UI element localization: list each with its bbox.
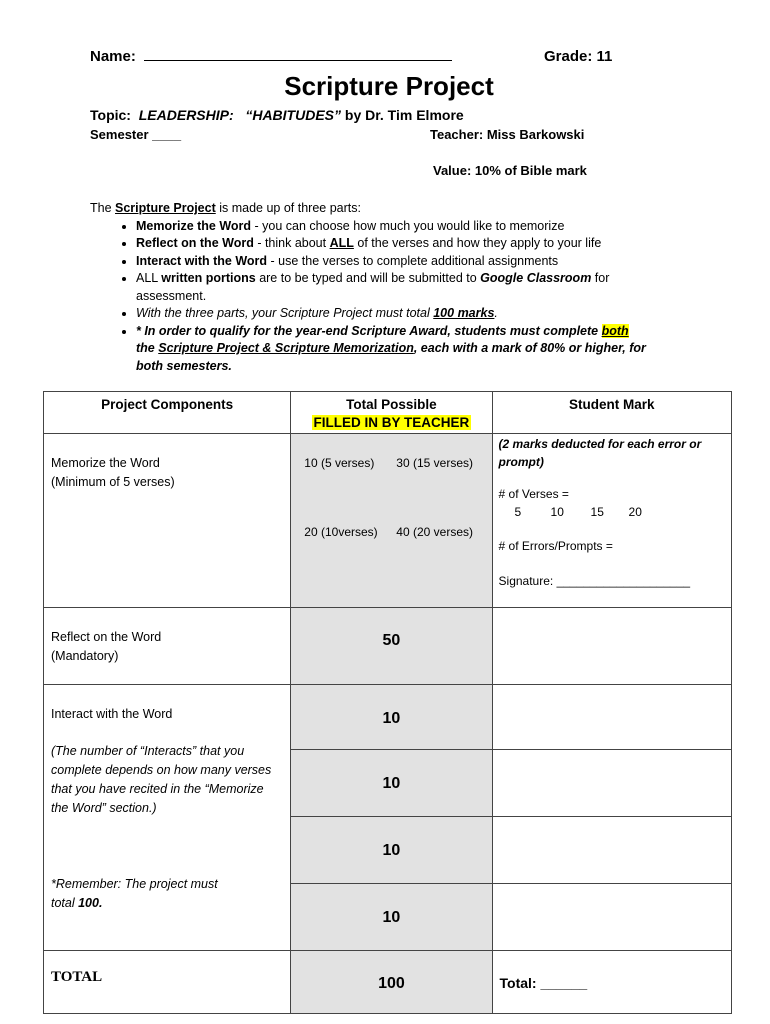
- interact-title: Interact with the Word: [51, 707, 173, 721]
- b2-bold: Reflect on the Word: [136, 236, 254, 250]
- topic-line: [90, 107, 464, 123]
- b5-marks: 100 marks: [433, 306, 495, 320]
- reflect-points: 50: [382, 632, 401, 649]
- header-total-label: Total Possible: [346, 397, 437, 412]
- intro-lead-link: Scripture Project: [115, 201, 216, 215]
- interact-points: 10: [382, 842, 401, 859]
- b6-rest: , each with a mark of 80% or higher, for both semesters.: [136, 341, 646, 373]
- b4-gc: Google Classroom: [480, 271, 592, 285]
- memorize-option: 10 (5 verses): [304, 456, 375, 470]
- list-item: [136, 218, 650, 236]
- b2-rest: of the verses and how they apply to your life: [353, 236, 602, 250]
- memorize-cell: [44, 434, 291, 608]
- interact-desc: (The number of “Interacts” that you complete depends on how many verses that you have recited in the “Memorize the Word” section.): [51, 744, 272, 815]
- total-cell: [44, 951, 291, 1014]
- list-item: [136, 253, 650, 271]
- total-points-cell: [291, 951, 492, 1014]
- memorize-option: 40 (20 verses): [396, 525, 473, 539]
- topic-author: by Dr. Tim Elmore: [344, 107, 464, 123]
- list-item: [136, 235, 650, 253]
- intro-section: [90, 200, 650, 375]
- memorize-mark-cell[interactable]: [492, 434, 731, 608]
- errors-label: # of Errors/Prompts =: [498, 539, 613, 553]
- reflect-mark-cell[interactable]: [492, 608, 731, 685]
- topic-label: Topic:: [90, 107, 131, 123]
- b2-all: ALL: [329, 236, 354, 250]
- grading-table: [43, 391, 732, 1014]
- reflect-title: Reflect on the Word: [51, 630, 162, 644]
- b2-mid: - think about: [253, 236, 330, 250]
- total-label: TOTAL: [51, 969, 103, 985]
- intro-lead-pre: The: [90, 201, 116, 215]
- header-components: [44, 392, 291, 434]
- interact-mark-cell[interactable]: [492, 884, 731, 951]
- total-student-cell[interactable]: [492, 951, 731, 1014]
- topic-value: LEADERSHIP:: [138, 107, 234, 123]
- table-row: [44, 434, 732, 608]
- name-field: [90, 48, 452, 65]
- total-student-mark: Total: ______: [499, 975, 588, 991]
- grade-label: Grade: 11: [544, 48, 613, 65]
- memorize-note: (2 marks deducted for each error or prompt): [498, 437, 702, 469]
- b4-mid: are to be typed and will be submitted to: [255, 271, 481, 285]
- name-line[interactable]: [144, 48, 452, 61]
- interact-points-cell: [291, 817, 492, 884]
- b5-post: .: [494, 306, 498, 320]
- b6-both: both: [601, 323, 629, 338]
- header-student-mark: [492, 392, 731, 434]
- verses-option: 15: [590, 504, 604, 519]
- interact-points-cell: [291, 750, 492, 817]
- memorize-option: 30 (15 verses): [396, 456, 473, 470]
- verses-option: 5: [514, 504, 522, 519]
- verses-options: [499, 504, 727, 522]
- header-student-label: Student Mark: [569, 397, 655, 412]
- page-title: Scripture Project: [284, 71, 494, 101]
- b4-rest: for assessment.: [136, 271, 610, 303]
- b3-rest: - use the verses to complete additional assignments: [267, 253, 559, 268]
- intro-lead-post: is made up of three parts:: [215, 201, 361, 215]
- memorize-points-cell: [291, 434, 492, 608]
- list-item: [136, 323, 650, 376]
- header-total-possible: [291, 392, 492, 434]
- remember-bold: 100.: [78, 896, 103, 910]
- list-item: [136, 270, 650, 305]
- table-row: [44, 685, 732, 750]
- intro-list: [90, 218, 650, 376]
- header-components-label: Project Components: [101, 397, 234, 412]
- b5-pre: With the three parts, your Scripture Project must total: [136, 306, 434, 320]
- memorize-option: 20 (10verses): [304, 525, 378, 539]
- memorize-title: Memorize the Word: [51, 456, 160, 470]
- interact-points: 10: [382, 909, 401, 926]
- table-header-row: [44, 392, 732, 434]
- reflect-sub: (Mandatory): [51, 649, 119, 663]
- verses-option: 10: [550, 504, 564, 519]
- reflect-points-cell: [291, 608, 492, 685]
- interact-points: 10: [382, 775, 401, 792]
- b1-bold: Memorize the Word: [136, 218, 252, 233]
- filled-by-teacher-badge: FILLED IN BY TEACHER: [313, 415, 470, 430]
- interact-mark-cell[interactable]: [492, 750, 731, 817]
- remember-pre: *Remember: The project must total: [51, 877, 218, 910]
- b6-pre: * In order to qualify for the year-end Scripture Award, students must complete: [136, 323, 602, 338]
- interact-mark-cell[interactable]: [492, 685, 731, 750]
- interact-points: 10: [382, 710, 401, 727]
- b1-rest: - you can choose how much you would like to memorize: [251, 218, 565, 233]
- interact-remember: [51, 875, 282, 913]
- b6-link: Scripture Project & Scripture Memorization: [158, 341, 414, 355]
- b6-mid: the: [136, 341, 159, 355]
- teacher-label: Teacher: Miss Barkowski: [430, 127, 585, 142]
- semester-label: Semester ____: [90, 127, 182, 142]
- verses-label: # of Verses =: [498, 487, 569, 501]
- signature-field: Signature: ____________________: [498, 573, 691, 588]
- memorize-sub: (Minimum of 5 verses): [51, 475, 175, 489]
- b4-pre: ALL: [136, 271, 162, 285]
- table-row: [44, 951, 732, 1014]
- reflect-cell: [44, 608, 291, 685]
- b4-bold: written portions: [161, 271, 256, 285]
- intro-lead: [90, 200, 650, 218]
- interact-points-cell: [291, 884, 492, 951]
- value-label: Value: 10% of Bible mark: [433, 163, 587, 178]
- interact-points-cell: [291, 685, 492, 750]
- name-label: Name:: [90, 48, 136, 65]
- verses-option: 20: [628, 504, 642, 519]
- total-points: 100: [378, 975, 405, 992]
- interact-mark-cell[interactable]: [492, 817, 731, 884]
- interact-cell: [44, 685, 291, 951]
- b3-bold: Interact with the Word: [136, 253, 268, 268]
- topic-book: “HABITUDES”: [245, 107, 341, 123]
- list-item: [136, 305, 650, 323]
- table-row: [44, 608, 732, 685]
